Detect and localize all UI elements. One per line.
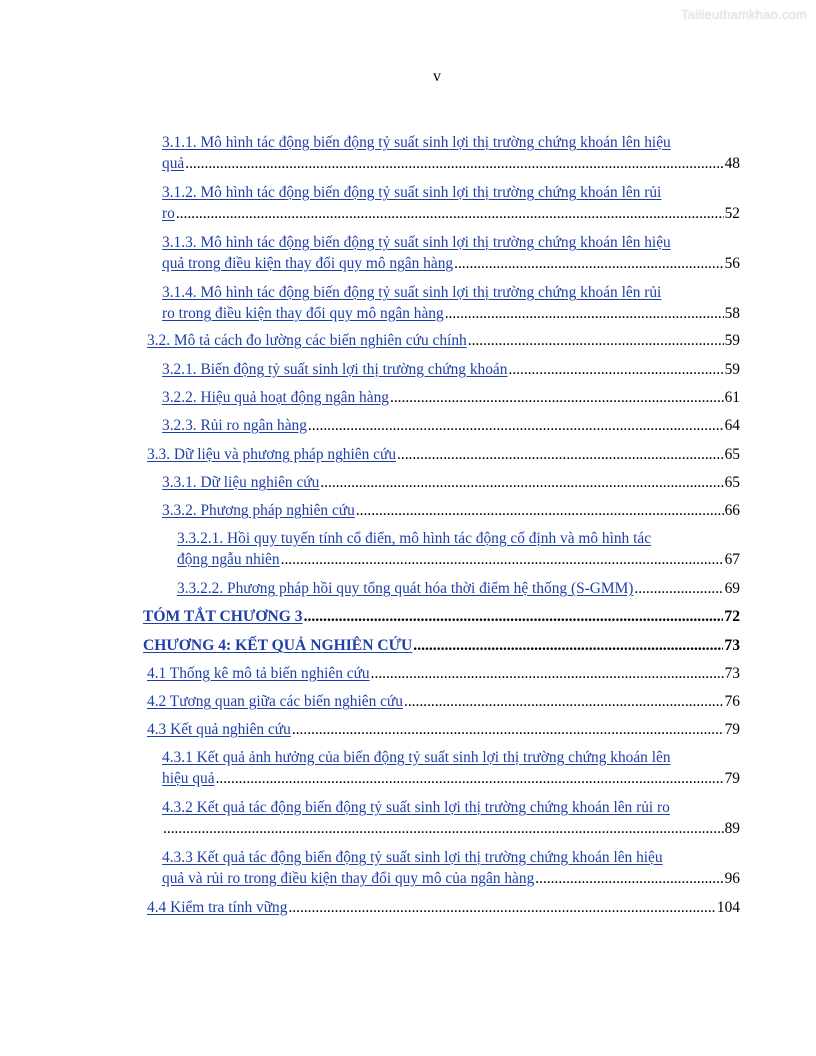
toc-page-number: 65 [724, 474, 740, 491]
toc-page-number: 56 [724, 255, 740, 272]
toc-entry-4-3-3[interactable] [162, 847, 740, 889]
toc-link[interactable]: 4.3.3 Kết quả tác động biến động tỷ suất sinh lợi thị trường chứng khoán lên hiệu [162, 849, 663, 866]
toc-link[interactable]: quả và rủi ro trong điều kiện thay đổi quy mô của ngân hàng [162, 870, 535, 887]
toc-page-number: 76 [724, 693, 740, 710]
toc-link[interactable]: 3.2.3. Rủi ro ngân hàng [162, 417, 307, 434]
toc-link[interactable]: 3.3.2.2. Phương pháp hồi quy tổng quát hóa thời điểm hệ thống (S-GMM) [177, 580, 634, 597]
page-number: v [433, 68, 441, 85]
toc-entry-chapter-3-summary[interactable] [143, 606, 740, 627]
toc-link[interactable]: 3.2.2. Hiệu quả hoạt động ngân hàng [162, 389, 389, 406]
toc-entry-3-1-3[interactable] [162, 232, 740, 274]
toc-entry-4-3-2[interactable] [162, 797, 740, 839]
toc-link[interactable]: 4.2 Tương quan giữa các biến nghiên cứu [147, 693, 403, 710]
toc-link[interactable]: 3.3.2. Phương pháp nghiên cứu [162, 502, 355, 519]
toc-link[interactable]: 4.1 Thống kê mô tả biến nghiên cứu [147, 665, 370, 682]
toc-entry-4-4[interactable] [147, 897, 740, 918]
toc-entry-3-3-1[interactable] [162, 472, 740, 493]
toc-link[interactable]: 4.4 Kiểm tra tính vững [147, 899, 288, 916]
toc-page-number: 73 [724, 637, 740, 654]
toc-entry-3-3-2-2[interactable] [177, 578, 740, 599]
toc-entry-4-2[interactable] [147, 691, 740, 712]
toc-link[interactable]: 3.1.1. Mô hình tác động biến động tỷ suất sinh lợi thị trường chứng khoán lên hiệu [162, 134, 671, 151]
toc-entry-3-3[interactable] [147, 444, 740, 465]
toc-link[interactable]: quả [162, 155, 185, 172]
toc-page-number: 67 [724, 551, 740, 568]
toc-page-number: 66 [724, 502, 740, 519]
toc-entry-3-3-2-1[interactable] [177, 528, 740, 570]
toc-entry-3-2-2[interactable] [162, 387, 740, 408]
toc-entry-4-1[interactable] [147, 663, 740, 684]
toc-link[interactable]: 3.2. Mô tả cách đo lường các biến nghiên cứu chính [147, 332, 467, 349]
toc-page-number: 48 [724, 155, 740, 172]
toc-page-number: 104 [716, 899, 740, 916]
toc-page-number: 96 [724, 870, 740, 887]
toc-link[interactable]: ro trong điều kiện thay đổi quy mô ngân hàng [162, 305, 444, 322]
toc-entry-3-3-2[interactable] [162, 500, 740, 521]
toc-link[interactable]: hiệu quả [162, 770, 215, 787]
toc-link[interactable]: 4.3.1 Kết quả ảnh hưởng của biến động tỷ suất sinh lợi thị trường chứng khoán lên [162, 749, 671, 766]
toc-link[interactable]: động ngẫu nhiên [177, 551, 280, 568]
watermark: Tailieuthamkhao.com [681, 7, 807, 22]
toc-page-number: 89 [724, 820, 740, 837]
toc-link[interactable]: quả trong điều kiện thay đổi quy mô ngân hàng [162, 255, 454, 272]
toc-link[interactable]: 3.1.3. Mô hình tác động biến động tỷ suất sinh lợi thị trường chứng khoán lên hiệu [162, 234, 671, 251]
toc-entry-4-3-1[interactable] [162, 747, 740, 789]
toc-page-number: 59 [724, 332, 740, 349]
toc-entry-3-1-2[interactable] [162, 182, 740, 224]
toc-entry-3-2-3[interactable] [162, 415, 740, 436]
toc-link[interactable]: 3.3.2.1. Hồi quy tuyến tính cổ điển, mô hình tác động cố định và mô hình tác [177, 530, 652, 547]
toc-entry-3-2-1[interactable] [162, 359, 740, 380]
toc-entry-4-3[interactable] [147, 719, 740, 740]
toc-page-number: 65 [724, 446, 740, 463]
toc-link[interactable]: CHƯƠNG 4: KẾT QUẢ NGHIÊN CỨU [143, 637, 413, 654]
toc-link[interactable]: ro [162, 205, 175, 222]
toc-link[interactable]: TÓM TẮT CHƯƠNG 3 [143, 608, 303, 625]
toc-page-number: 64 [724, 417, 740, 434]
toc-link[interactable]: 4.3 Kết quả nghiên cứu [147, 721, 291, 738]
toc-link[interactable]: 3.2.1. Biến động tỷ suất sinh lợi thị trường chứng khoán [162, 361, 508, 378]
toc-entry-chapter-4[interactable] [143, 635, 740, 656]
toc-page-number: 73 [724, 665, 740, 682]
toc-page-number: 61 [724, 389, 740, 406]
toc-link[interactable]: 3.3.1. Dữ liệu nghiên cứu [162, 474, 320, 491]
toc-entry-3-2[interactable] [147, 330, 740, 351]
toc-entry-3-1-1[interactable] [162, 132, 740, 174]
toc-link[interactable]: 3.1.4. Mô hình tác động biến động tỷ suất sinh lợi thị trường chứng khoán lên rủi [162, 284, 662, 301]
toc-page-number: 59 [724, 361, 740, 378]
toc-link[interactable]: 3.1.2. Mô hình tác động biến động tỷ suất sinh lợi thị trường chứng khoán lên rủi [162, 184, 662, 201]
toc-link[interactable]: 4.3.2 Kết quả tác động biến động tỷ suất sinh lợi thị trường chứng khoán lên rủi ro [162, 799, 670, 816]
toc-page-number: 79 [724, 770, 740, 787]
toc-page-number: 69 [724, 580, 740, 597]
toc-page-number: 58 [724, 305, 740, 322]
toc-link[interactable]: 3.3. Dữ liệu và phương pháp nghiên cứu [147, 446, 397, 463]
toc-entry-3-1-4[interactable] [162, 282, 740, 324]
toc-page-number: 72 [724, 608, 740, 625]
toc-page-number: 79 [724, 721, 740, 738]
toc-page-number: 52 [724, 205, 740, 222]
